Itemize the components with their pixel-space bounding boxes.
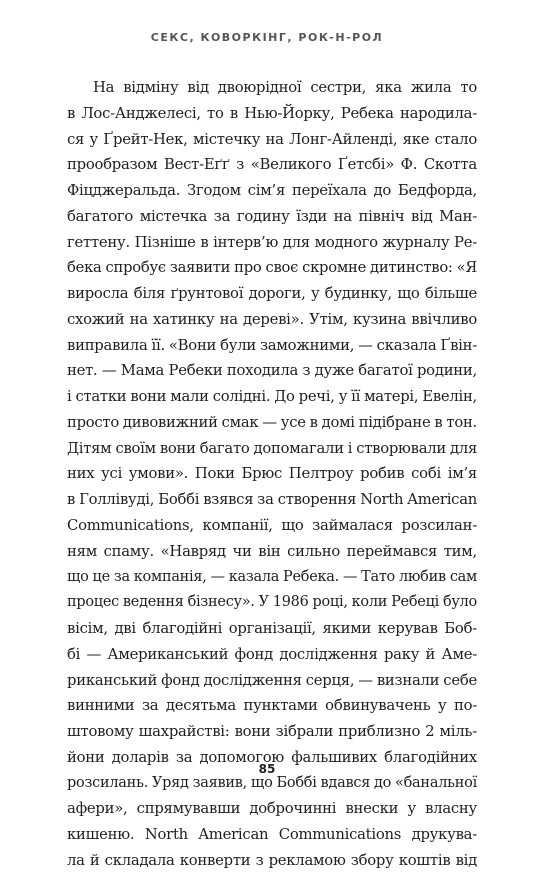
text-line: розсилань. Уряд заявив, що Боббі вдався до «банальної — [67, 774, 477, 791]
text-line: йони доларів за допомогою фальшивих благодійних — [67, 748, 477, 766]
text-line: виправила її. «Вони були заможними, — сказала Ґвін- — [67, 336, 477, 354]
text-line: кишеню. North American Communications друкува- — [67, 826, 477, 844]
text-line: ла й складала конверти з рекламою збору коштів від — [67, 851, 477, 869]
running-head-title: СЕКС, КОВОРКІНГ, РОК-Н-РОЛ — [150, 31, 384, 44]
text-line: На відміну від двоюрідної сестри, яка жила то — [93, 79, 477, 96]
text-line: просто дивовижний смак — усе в домі підібране в тон. — [67, 413, 477, 431]
text-line: них усі умови». Поки Брюс Пелтроу робив собі ім’я — [67, 465, 477, 483]
text-line: винними за десятьма пунктами обвинувачень у по- — [67, 697, 477, 715]
text-line: Communications, компанії, що займалася розсилан- — [67, 517, 477, 535]
text-line: в Голлівуді, Боббі взявся за створення North American — [67, 491, 477, 509]
text-line: ням спаму. «Навряд чи він сильно переймався тим, — [67, 542, 477, 560]
text-line: схожий на хатинку на дереві». Утім, кузина ввічливо — [67, 310, 477, 328]
text-line: вісім, дві благодійні організації, якими керував Боб- — [67, 620, 477, 638]
text-line: процес ведення бізнесу». У 1986 році, коли Ребеці було — [67, 594, 477, 611]
text-line: афери», спрямувавши доброчинні внески у власну — [67, 800, 477, 818]
text-line: багатого містечка за годину їзди на північ від Ман- — [67, 207, 477, 225]
text-line: виросла біля ґрунтової дороги, у будинку, що більше — [67, 285, 477, 303]
text-line: і статки вони мали солідні. До речі, у її матері, Евелін, — [67, 388, 477, 406]
text-line: нет. — Мама Ребеки походила з дуже багатої родини, — [67, 362, 477, 380]
text-line: прообразом Вест-Еґґ з «Великого Ґетсбі» Ф. Скотта — [67, 156, 477, 174]
body-text — [67, 75, 477, 874]
text-line: ся у Ґрейт-Нек, містечку на Лонг-Айленді, яке стало — [67, 130, 477, 148]
text-line: Фіцджеральда. Згодом сім’я переїхала до Бедфорда, — [67, 182, 477, 200]
text-line: бі — Американський фонд дослідження раку й Аме- — [67, 645, 477, 663]
page-number: 85 — [258, 762, 276, 776]
text-line: що це за компанія, — казала Ребека. — Тато любив сам — [67, 568, 477, 585]
text-line: бека спробує заявити про своє скромне дитинство: «Я — [67, 259, 477, 277]
text-line: в Лос-Анджелесі, то в Нью-Йорку, Ребека народила- — [67, 104, 477, 122]
text-line: геттену. Пізніше в інтерв’ю для модного журналу Ре- — [67, 233, 477, 251]
text-line: штовому шахрайстві: вони зібрали приблизно 2 міль- — [67, 723, 477, 741]
text-line: риканський фонд дослідження серця, — визнали себе — [67, 671, 477, 689]
text-line: Дітям своїм вони багато допомагали і створювали для — [67, 439, 477, 457]
